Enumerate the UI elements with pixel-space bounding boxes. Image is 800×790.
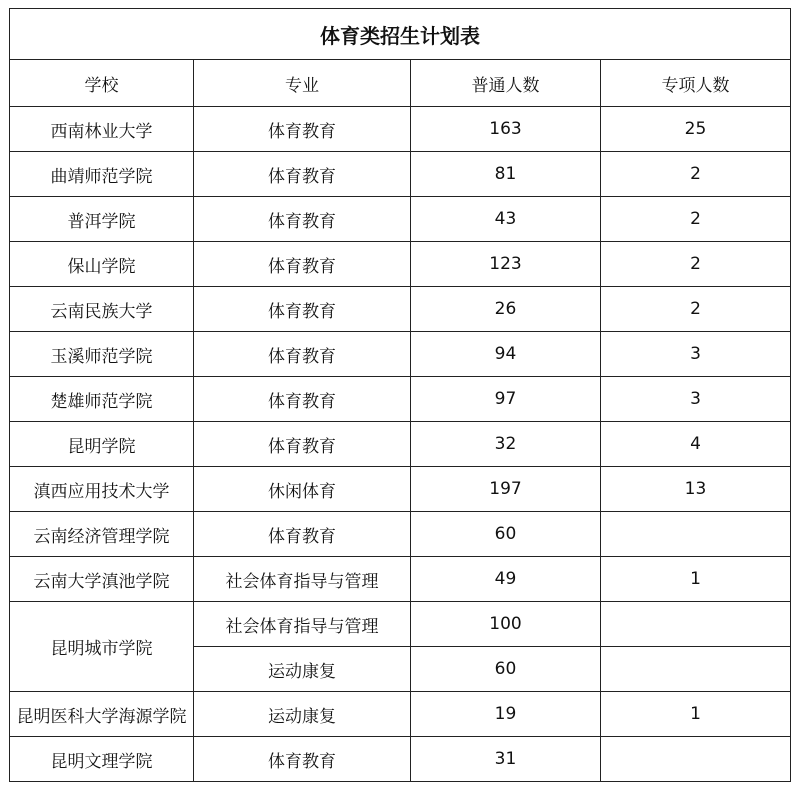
school-cell: 昆明医科大学海源学院 bbox=[10, 692, 194, 737]
special-count-cell: 4 bbox=[601, 422, 791, 467]
major-cell: 体育教育 bbox=[194, 512, 411, 557]
regular-count-cell: 97 bbox=[411, 377, 601, 422]
table-row bbox=[10, 467, 791, 512]
special-count-cell: 2 bbox=[601, 197, 791, 242]
school-cell: 云南大学滇池学院 bbox=[10, 557, 194, 602]
special-count-cell: 2 bbox=[601, 152, 791, 197]
table-row bbox=[10, 692, 791, 737]
major-cell: 体育教育 bbox=[194, 152, 411, 197]
school-cell: 普洱学院 bbox=[10, 197, 194, 242]
regular-count-cell: 60 bbox=[411, 647, 601, 692]
regular-count-cell: 81 bbox=[411, 152, 601, 197]
table-row bbox=[10, 557, 791, 602]
special-count-cell: 25 bbox=[601, 107, 791, 152]
major-cell: 体育教育 bbox=[194, 197, 411, 242]
school-cell: 滇西应用技术大学 bbox=[10, 467, 194, 512]
school-cell: 云南民族大学 bbox=[10, 287, 194, 332]
special-count-cell: 1 bbox=[601, 692, 791, 737]
special-count-cell: 3 bbox=[601, 377, 791, 422]
column-header-regular-count: 普通人数 bbox=[411, 60, 601, 107]
major-cell: 体育教育 bbox=[194, 287, 411, 332]
special-count-cell bbox=[601, 512, 791, 557]
special-count-cell bbox=[601, 602, 791, 647]
regular-count-cell: 26 bbox=[411, 287, 601, 332]
regular-count-cell: 100 bbox=[411, 602, 601, 647]
table-title: 体育类招生计划表 bbox=[10, 9, 791, 60]
regular-count-cell: 32 bbox=[411, 422, 601, 467]
enrollment-plan-table-container bbox=[9, 8, 790, 782]
school-cell: 西南林业大学 bbox=[10, 107, 194, 152]
regular-count-cell: 60 bbox=[411, 512, 601, 557]
column-header-special-count: 专项人数 bbox=[601, 60, 791, 107]
column-header-major: 专业 bbox=[194, 60, 411, 107]
major-cell: 体育教育 bbox=[194, 737, 411, 782]
table-row bbox=[10, 422, 791, 467]
regular-count-cell: 43 bbox=[411, 197, 601, 242]
column-header-school: 学校 bbox=[10, 60, 194, 107]
special-count-cell: 2 bbox=[601, 242, 791, 287]
school-cell: 玉溪师范学院 bbox=[10, 332, 194, 377]
major-cell: 体育教育 bbox=[194, 242, 411, 287]
school-cell: 楚雄师范学院 bbox=[10, 377, 194, 422]
major-cell: 运动康复 bbox=[194, 647, 411, 692]
special-count-cell bbox=[601, 647, 791, 692]
major-cell: 体育教育 bbox=[194, 377, 411, 422]
major-cell: 运动康复 bbox=[194, 692, 411, 737]
major-cell: 体育教育 bbox=[194, 332, 411, 377]
table-row bbox=[10, 512, 791, 557]
table-row bbox=[10, 107, 791, 152]
table-row bbox=[10, 737, 791, 782]
regular-count-cell: 19 bbox=[411, 692, 601, 737]
special-count-cell: 1 bbox=[601, 557, 791, 602]
special-count-cell: 3 bbox=[601, 332, 791, 377]
regular-count-cell: 49 bbox=[411, 557, 601, 602]
major-cell: 休闲体育 bbox=[194, 467, 411, 512]
title-row bbox=[10, 9, 791, 60]
special-count-cell: 2 bbox=[601, 287, 791, 332]
major-cell: 社会体育指导与管理 bbox=[194, 557, 411, 602]
regular-count-cell: 31 bbox=[411, 737, 601, 782]
special-count-cell: 13 bbox=[601, 467, 791, 512]
table-row bbox=[10, 377, 791, 422]
school-cell: 曲靖师范学院 bbox=[10, 152, 194, 197]
school-cell: 保山学院 bbox=[10, 242, 194, 287]
table-row bbox=[10, 242, 791, 287]
school-cell-merged: 昆明城市学院 bbox=[10, 602, 194, 692]
major-cell: 体育教育 bbox=[194, 107, 411, 152]
regular-count-cell: 123 bbox=[411, 242, 601, 287]
table-row bbox=[10, 152, 791, 197]
special-count-cell bbox=[601, 737, 791, 782]
major-cell: 体育教育 bbox=[194, 422, 411, 467]
regular-count-cell: 197 bbox=[411, 467, 601, 512]
table-row bbox=[10, 197, 791, 242]
table-row bbox=[10, 287, 791, 332]
header-row bbox=[10, 60, 791, 107]
major-cell: 社会体育指导与管理 bbox=[194, 602, 411, 647]
school-cell: 昆明文理学院 bbox=[10, 737, 194, 782]
school-cell: 云南经济管理学院 bbox=[10, 512, 194, 557]
table-row bbox=[10, 602, 791, 647]
regular-count-cell: 163 bbox=[411, 107, 601, 152]
regular-count-cell: 94 bbox=[411, 332, 601, 377]
school-cell: 昆明学院 bbox=[10, 422, 194, 467]
enrollment-plan-table bbox=[9, 8, 791, 782]
table-row bbox=[10, 332, 791, 377]
